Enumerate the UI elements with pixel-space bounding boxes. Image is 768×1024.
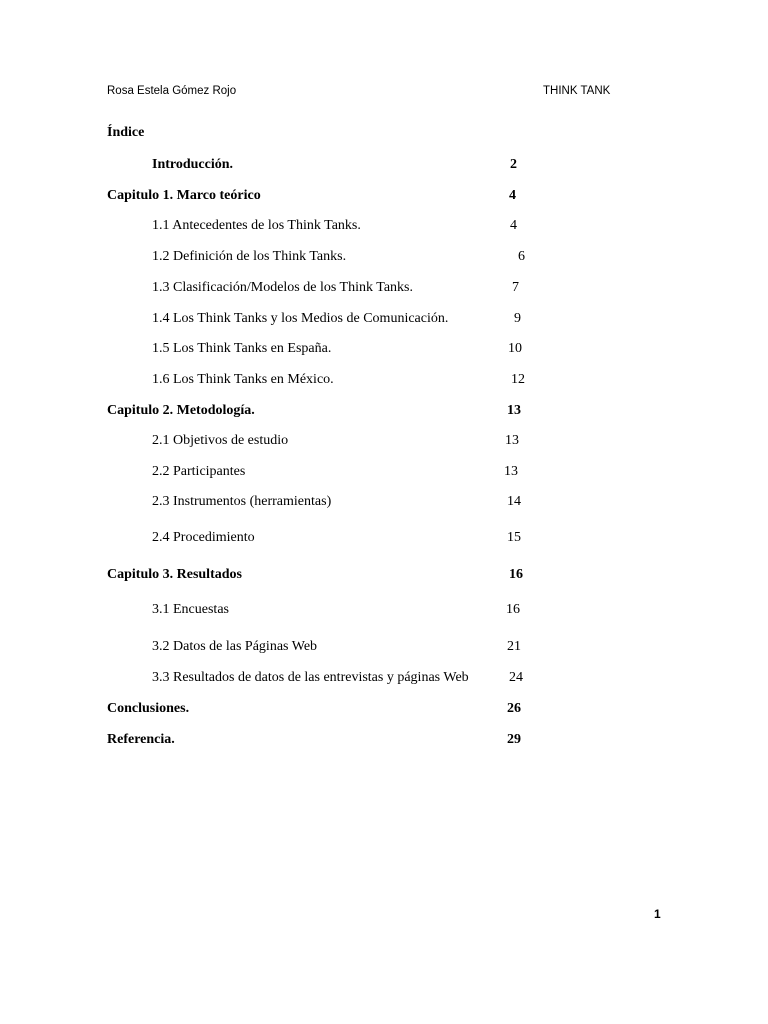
toc-entry-page: 26 (507, 701, 521, 716)
toc-entry-page: 16 (509, 567, 523, 582)
toc-entry-page: 4 (509, 188, 516, 203)
toc-entry-page: 10 (508, 341, 522, 356)
toc-entry-page: 2 (510, 157, 517, 172)
toc-entry-label: Capitulo 2. Metodología. (107, 403, 255, 418)
toc-entry-label: 1.4 Los Think Tanks y los Medios de Comunicación. (152, 311, 449, 326)
toc-entry-label: 1.3 Clasificación/Modelos de los Think Tanks. (152, 280, 413, 295)
header-title: THINK TANK (543, 85, 611, 97)
toc-entry-label: 2.1 Objetivos de estudio (152, 433, 289, 448)
toc-entry-label: Capitulo 1. Marco teórico (107, 188, 261, 203)
toc-entry-page: 21 (507, 639, 521, 654)
toc-entry-page: 13 (505, 433, 519, 448)
toc-entry-page: 13 (507, 403, 521, 418)
toc-entry-label: 3.2 Datos de las Páginas Web (152, 639, 318, 654)
toc-entry-label: Referencia. (107, 732, 175, 747)
toc-entry-page: 14 (507, 494, 521, 509)
toc-entry-label: 2.4 Procedimiento (152, 530, 255, 545)
toc-entry-label: 3.1 Encuestas (152, 602, 229, 617)
toc-entry-page: 4 (510, 218, 517, 233)
toc-entry-page: 29 (507, 732, 521, 747)
toc-entry-page: 24 (509, 670, 523, 685)
toc-entry-label: 1.1 Antecedentes de los Think Tanks. (152, 218, 361, 233)
toc-entry-page: 6 (518, 249, 525, 264)
toc-entry-label: 2.3 Instrumentos (herramientas) (152, 494, 332, 509)
toc-entry-page: 16 (506, 602, 520, 617)
toc-entry-page: 13 (504, 464, 518, 479)
toc-entry-page: 9 (514, 311, 521, 326)
header-author: Rosa Estela Gómez Rojo (107, 85, 237, 97)
toc-entry-label: Introducción. (152, 157, 234, 172)
toc-entry-page: 7 (512, 280, 519, 295)
toc-entry-label: 1.5 Los Think Tanks en España. (152, 341, 332, 356)
toc-entry-label: 2.2 Participantes (152, 464, 246, 479)
toc-entry-label: Capitulo 3. Resultados (107, 567, 242, 582)
toc-title: Índice (107, 125, 145, 140)
toc-entry-label: 1.2 Definición de los Think Tanks. (152, 249, 347, 264)
toc-entry-label: 3.3 Resultados de datos de las entrevistas y páginas Web (152, 670, 469, 685)
toc-entry-label: 1.6 Los Think Tanks en México. (152, 372, 334, 387)
toc-entry-label: Conclusiones. (107, 701, 190, 716)
toc-entry-page: 12 (511, 372, 525, 387)
toc-entry-page: 15 (507, 530, 521, 545)
page-number: 1 (654, 907, 661, 921)
